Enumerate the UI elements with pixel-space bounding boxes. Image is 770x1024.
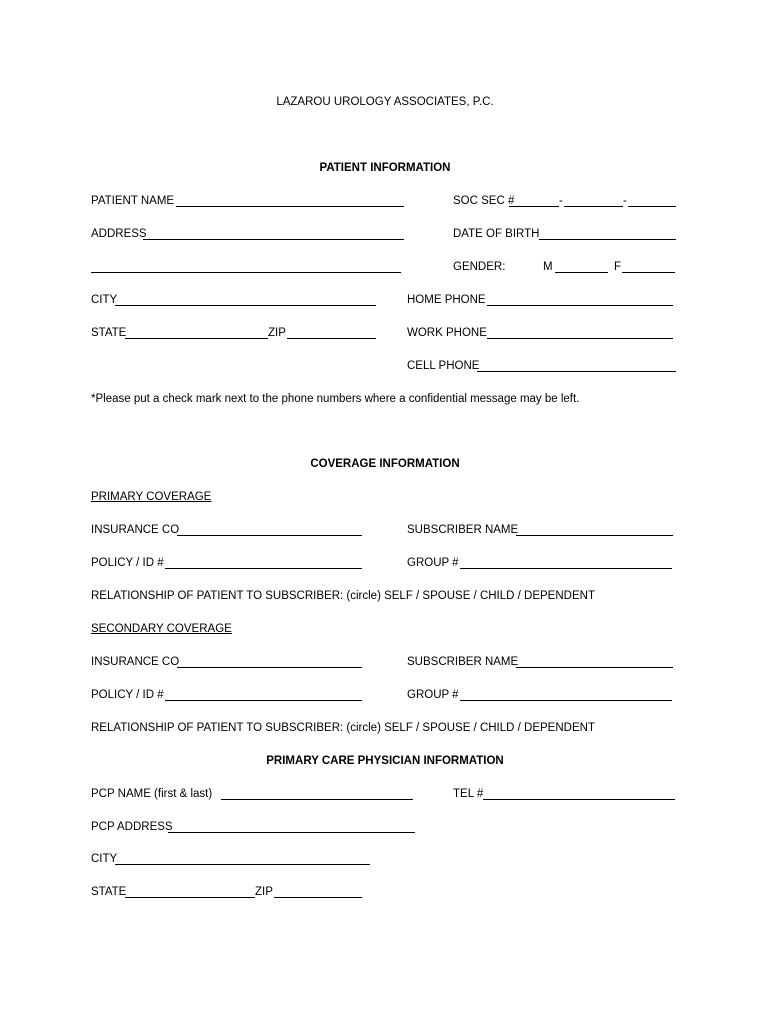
address-field-2[interactable]	[91, 272, 401, 273]
primary-insurance-field[interactable]	[177, 535, 362, 536]
gender-label: GENDER:	[453, 261, 506, 273]
secondary-subscriber-field[interactable]	[516, 667, 673, 668]
soc-sec-field-3[interactable]	[628, 206, 676, 207]
gender-f-field[interactable]	[622, 272, 675, 273]
pcp-address-label: PCP ADDRESS	[91, 821, 173, 833]
soc-sec-field-2[interactable]	[564, 206, 623, 207]
patient-information-heading: PATIENT INFORMATION	[319, 162, 451, 174]
dob-field[interactable]	[539, 239, 676, 240]
address-field-1[interactable]	[143, 239, 404, 240]
soc-sec-separator-2: -	[623, 195, 627, 207]
primary-relationship-text: RELATIONSHIP OF PATIENT TO SUBSCRIBER: (circle) SELF / SPOUSE / CHILD / DEPENDENT	[91, 590, 595, 602]
zip-field[interactable]	[287, 338, 376, 339]
primary-insurance-label: INSURANCE CO	[91, 524, 180, 536]
state-label: STATE	[91, 327, 127, 339]
gender-f-label: F	[614, 261, 622, 273]
practice-name: LAZAROU UROLOGY ASSOCIATES, P.C.	[276, 96, 494, 108]
patient-name-field[interactable]	[176, 206, 404, 207]
secondary-coverage-heading: SECONDARY COVERAGE	[91, 623, 232, 635]
soc-sec-label: SOC SEC #	[453, 195, 515, 207]
work-phone-label: WORK PHONE	[407, 327, 487, 339]
gender-m-label: M	[543, 261, 553, 273]
primary-coverage-heading: PRIMARY COVERAGE	[91, 491, 212, 503]
pcp-information-heading: PRIMARY CARE PHYSICIAN INFORMATION	[266, 755, 504, 767]
zip-label: ZIP	[268, 327, 286, 339]
gender-m-field[interactable]	[555, 272, 608, 273]
home-phone-label: HOME PHONE	[407, 294, 486, 306]
secondary-relationship-text: RELATIONSHIP OF PATIENT TO SUBSCRIBER: (circle) SELF / SPOUSE / CHILD / DEPENDENT	[91, 722, 595, 734]
home-phone-field[interactable]	[487, 305, 673, 306]
pcp-tel-label: TEL #	[453, 788, 484, 800]
secondary-group-label: GROUP #	[407, 689, 459, 701]
secondary-policy-label: POLICY / ID #	[91, 689, 164, 701]
primary-subscriber-label: SUBSCRIBER NAME	[407, 524, 519, 536]
pcp-zip-label: ZIP	[255, 886, 273, 898]
secondary-group-field[interactable]	[460, 700, 672, 701]
pcp-name-field[interactable]	[221, 799, 413, 800]
pcp-zip-field[interactable]	[274, 897, 362, 898]
pcp-state-field[interactable]	[125, 897, 255, 898]
cell-phone-field[interactable]	[477, 371, 676, 372]
dob-label: DATE OF BIRTH	[453, 228, 540, 240]
pcp-state-label: STATE	[91, 886, 127, 898]
secondary-insurance-field[interactable]	[177, 667, 362, 668]
address-label: ADDRESS	[91, 228, 147, 240]
pcp-tel-field[interactable]	[483, 799, 675, 800]
primary-subscriber-field[interactable]	[516, 535, 673, 536]
soc-sec-field-1[interactable]	[509, 206, 559, 207]
pcp-city-field[interactable]	[115, 864, 370, 865]
confidential-message-note: *Please put a check mark next to the phone numbers where a confidential message may be left.	[91, 393, 580, 405]
secondary-subscriber-label: SUBSCRIBER NAME	[407, 656, 519, 668]
city-field[interactable]	[115, 305, 376, 306]
primary-group-field[interactable]	[460, 568, 672, 569]
soc-sec-separator-1: -	[559, 195, 563, 207]
coverage-information-heading: COVERAGE INFORMATION	[310, 458, 460, 470]
primary-group-label: GROUP #	[407, 557, 459, 569]
secondary-insurance-label: INSURANCE CO	[91, 656, 180, 668]
pcp-name-label: PCP NAME (first & last)	[91, 788, 213, 800]
work-phone-field[interactable]	[487, 338, 673, 339]
cell-phone-label: CELL PHONE	[407, 360, 480, 372]
patient-name-label: PATIENT NAME	[91, 195, 175, 207]
secondary-policy-field[interactable]	[165, 700, 362, 701]
state-field[interactable]	[125, 338, 268, 339]
city-label: CITY	[91, 294, 118, 306]
primary-policy-field[interactable]	[165, 568, 362, 569]
pcp-city-label: CITY	[91, 853, 118, 865]
pcp-address-field[interactable]	[168, 832, 415, 833]
primary-policy-label: POLICY / ID #	[91, 557, 164, 569]
